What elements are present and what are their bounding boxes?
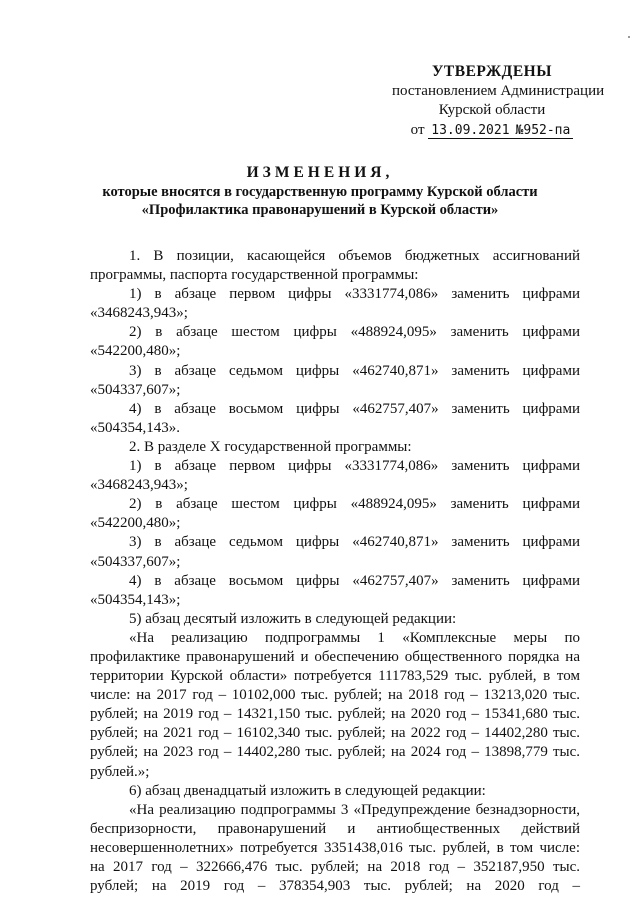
body-line: 2) в абзаце шестом цифры «488924,095» заменить цифрами bbox=[129, 324, 580, 341]
approval-number: №952-па bbox=[513, 123, 574, 139]
approval-date-line bbox=[392, 121, 592, 141]
body-line: рублей; на 2023 год – 14402,280 тыс. рублей; на 2024 год – 13898,779 тыс. bbox=[90, 744, 580, 761]
body-line: числе: на 2017 год – 10102,000 тыс. рублей; на 2018 год – 13213,020 тыс. bbox=[90, 687, 580, 704]
body-line: на 2017 год – 322666,476 тыс. рублей; на 2018 год – 352187,950 тыс. bbox=[90, 859, 580, 875]
body-line: «542200,480»; bbox=[90, 515, 181, 532]
body-line: 4) в абзаце восьмом цифры «462757,407» заменить цифрами bbox=[129, 572, 580, 589]
approval-date-prefix: от bbox=[410, 121, 425, 138]
body-line: рублей; на 2021 год – 16102,340 тыс. рублей; на 2022 год – 14402,280 тыс. bbox=[90, 725, 580, 742]
approval-date: 13.09.2021 bbox=[428, 123, 512, 139]
body-line: 5) абзац десятый изложить в следующей редакции: bbox=[129, 610, 457, 627]
approval-line-1: постановлением Администрации bbox=[392, 82, 605, 99]
body-line: несовершеннолетних» потребуется 3351438,016 тыс. рублей, в том числе: bbox=[90, 839, 580, 856]
body-line: программы, паспорта государственной программы: bbox=[90, 267, 419, 284]
approval-line-2: Курской области bbox=[438, 102, 546, 118]
approval-heading: УТВЕРЖДЕНЫ bbox=[432, 63, 552, 80]
body-line: «3468243,943»; bbox=[90, 477, 188, 494]
body-line: 1) в абзаце первом цифры «3331774,086» заменить цифрами bbox=[129, 286, 580, 303]
body-line: территории Курской области» потребуется 111783,529 тыс. рублей, в том bbox=[90, 668, 580, 685]
body-line: «504337,607»; bbox=[90, 553, 181, 570]
document-title: ИЗМЕНЕНИЯ, bbox=[246, 164, 394, 181]
body-line: 1) в абзаце первом цифры «3331774,086» заменить цифрами bbox=[129, 458, 580, 475]
body-line: «504337,607»; bbox=[90, 381, 181, 398]
scan-speck bbox=[628, 36, 630, 38]
body-line: рублей; на 2019 год – 378354,903 тыс. рублей; на 2020 год – bbox=[90, 878, 580, 895]
document-subtitle-1: которые вносятся в государственную программу Курской области bbox=[102, 184, 538, 200]
document-subtitle-2: «Профилактика правонарушений в Курской области» bbox=[141, 202, 499, 218]
body-line: 2) в абзаце шестом цифры «488924,095» заменить цифрами bbox=[129, 496, 580, 513]
body-line: «На реализацию подпрограммы 3 «Предупреждение безнадзорности, bbox=[129, 801, 580, 818]
body-line: профилактике правонарушений и обеспечению общественного порядка на bbox=[90, 648, 580, 665]
body-line: 3) в абзаце седьмом цифры «462740,871» заменить цифрами bbox=[129, 362, 580, 379]
approval-stamp bbox=[392, 62, 605, 140]
body-line: «504354,143». bbox=[90, 419, 180, 436]
body-line: 4) в абзаце восьмом цифры «462757,407» заменить цифрами bbox=[129, 400, 580, 417]
body-line: рублей; на 2019 год – 14321,150 тыс. рублей; на 2020 год – 15341,680 тыс. bbox=[90, 706, 580, 723]
body-line: 3) в абзаце седьмом цифры «462740,871» заменить цифрами bbox=[129, 534, 580, 551]
body-line: 6) абзац двенадцатый изложить в следующей редакции: bbox=[129, 782, 486, 799]
body-line: «3468243,943»; bbox=[90, 305, 188, 322]
body-line: 1. В позиции, касающейся объемов бюджетных ассигнований bbox=[129, 248, 580, 264]
body-line: «504354,143»; bbox=[90, 591, 181, 608]
body-line: 2. В разделе X государственной программы: bbox=[129, 438, 412, 455]
body-line: беспризорности, правонарушений и антиобщественных действий bbox=[90, 820, 580, 837]
body-line: «542200,480»; bbox=[90, 343, 181, 360]
body-line: «На реализацию подпрограммы 1 «Комплексные меры по bbox=[129, 629, 580, 646]
document-body bbox=[90, 247, 580, 896]
body-line: рублей.»; bbox=[90, 763, 150, 780]
